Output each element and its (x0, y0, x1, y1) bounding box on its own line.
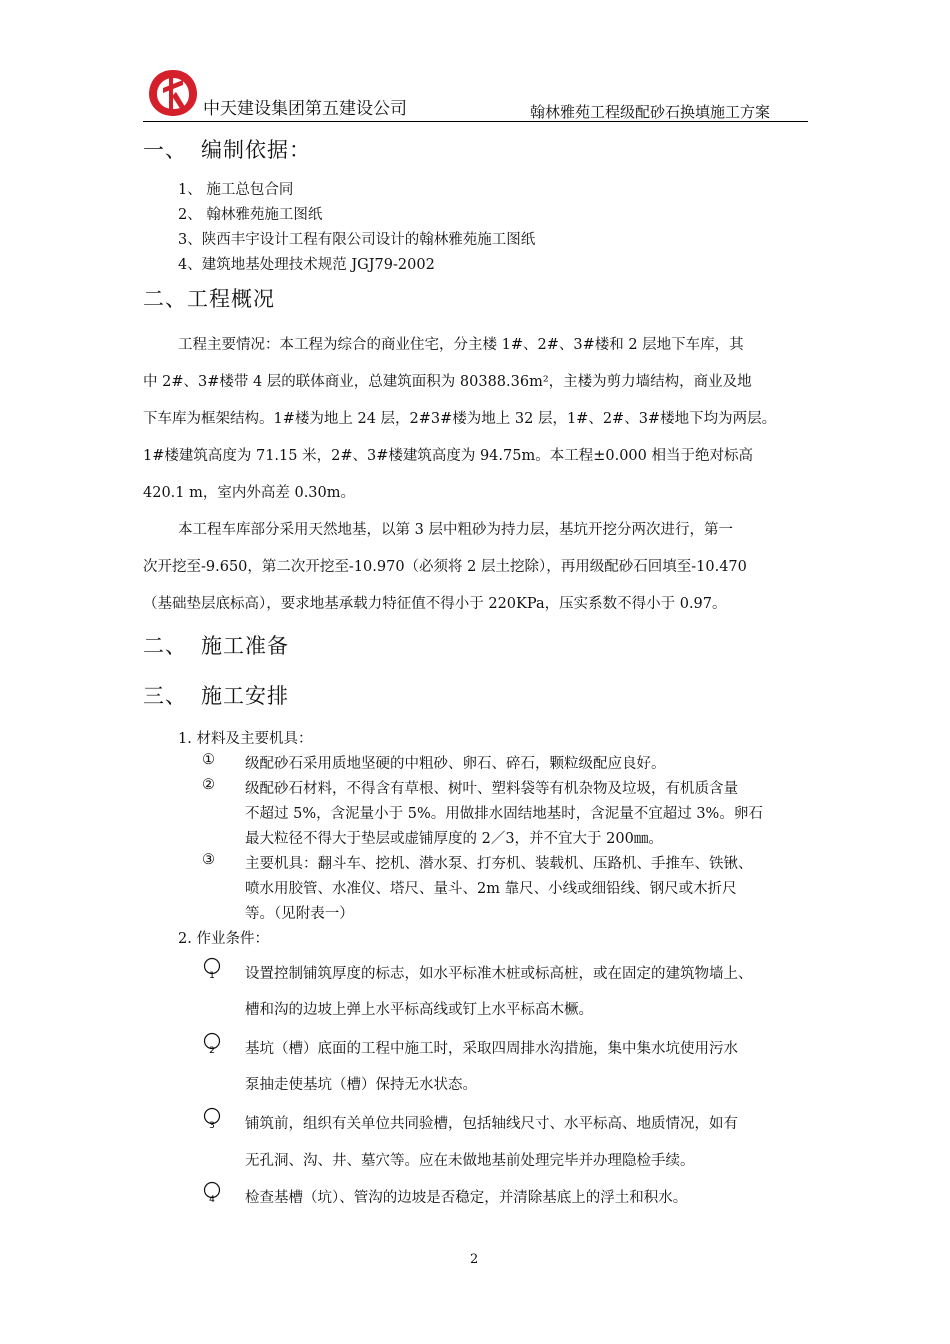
section-title: 施工准备 (201, 634, 289, 658)
list-marker: ③ (202, 852, 215, 868)
list-marker: ① (202, 752, 215, 768)
list-item-line: 主要机具：翻斗车、挖机、潜水泵、打夯机、装载机、压路机、手推车、铁锹、 (245, 856, 753, 872)
section-heading-basis (143, 134, 311, 164)
list-item-line: 基坑（槽）底面的工程中施工时，采取四周排水沟措施，集中集水坑使用污水 (245, 1041, 738, 1057)
section-heading-overview: 二、工程概况 (143, 287, 275, 311)
list-item-line: 不超过 5%，含泥量小于 5%。用做排水固结地基时，含泥量不宜超过 3%。卵石 (245, 806, 763, 822)
circled-number-label: 2 (209, 1046, 215, 1054)
list-item-line: 喷水用胶管、水准仪、塔尺、量斗、2m 靠尺、小线或细铅线、钢尺或木折尺 (245, 881, 737, 897)
paragraph-line: 420.1 m，室内外高差 0.30m。 (143, 485, 356, 501)
circled-number-label: 4 (209, 1195, 215, 1203)
header-rule (143, 121, 808, 122)
paragraph-line: 中 2#、3#楼带 4 层的联体商业，总建筑面积为 80388.36m²，主楼为剪力墙结构，商业及地 (143, 374, 752, 390)
list-item-line: 等。（见附表一） (245, 906, 354, 922)
section-number: 三、 (143, 684, 187, 708)
list-item-line: 无孔洞、沟、井、墓穴等。应在未做地基前处理完毕并办理隐检手续。 (245, 1153, 695, 1169)
paragraph-line: （基础垫层底标高），要求地基承载力特征值不得小于 220KPa，压实系数不得小于 0.97。 (143, 596, 727, 612)
paragraph-line: 次开挖至-9.650，第二次开挖至-10.970（必须将 2 层土挖除），再用级配砂石回填至-10.470 (143, 559, 747, 575)
company-logo (143, 66, 203, 118)
subsection-label: 1. 材料及主要机具： (178, 731, 313, 747)
list-item-line: 级配砂石材料，不得含有草根、树叶、塑料袋等有机杂物及垃圾，有机质含量 (245, 781, 738, 797)
paragraph-line: 工程主要情况：本工程为综合的商业住宅，分主楼 1#、2#、3#楼和 2 层地下车库，其 (178, 337, 744, 353)
list-item-line: 级配砂石采用质地坚硬的中粗砂、卵石、碎石，颗粒级配应良好。 (245, 756, 666, 772)
list-item-line: 槽和沟的边坡上弹上水平标高线或钉上水平标高木橛。 (245, 1002, 593, 1018)
list-marker: ② (202, 777, 215, 793)
section-title: 施工安排 (201, 684, 289, 708)
circled-number-icon (203, 1032, 221, 1054)
paragraph-line: 1#楼建筑高度为 71.15 米，2#、3#楼建筑高度为 94.75m。本工程±0.000 相当于绝对标高 (143, 448, 753, 464)
circled-number-label: 3 (209, 1121, 215, 1129)
section-heading-preparation (143, 630, 289, 660)
list-item: 2、 翰林雅苑施工图纸 (178, 207, 323, 223)
page-number: 2 (470, 1252, 479, 1267)
list-item-line: 铺筑前，组织有关单位共同验槽，包括轴线尺寸、水平标高、地质情况，如有 (245, 1116, 738, 1132)
document-title: 翰林雅苑工程级配砂石换填施工方案 (530, 103, 771, 121)
list-item: 3、陕西丰宇设计工程有限公司设计的翰林雅苑施工图纸 (178, 232, 536, 248)
list-item-line: 泵抽走使基坑（槽）保持无水状态。 (245, 1077, 477, 1093)
list-item-line: 设置控制铺筑厚度的标志，如水平标准木桩或标高桩，或在固定的建筑物墙上、 (245, 966, 753, 982)
section-heading-arrangement (143, 680, 289, 710)
company-name: 中天建设集团第五建设公司 (203, 99, 407, 119)
section-number: 一、 (143, 138, 187, 162)
list-item-line: 检查基槽（坑）、管沟的边坡是否稳定，并清除基底上的浮土和积水。 (245, 1190, 688, 1206)
circled-number-label: 1 (209, 971, 215, 979)
subsection-label: 2. 作业条件： (178, 931, 269, 947)
circled-number-icon (203, 957, 221, 979)
section-title: 编制依据： (201, 138, 311, 162)
circled-number-icon (203, 1107, 221, 1129)
list-item: 1、 施工总包合同 (178, 182, 294, 198)
list-item: 4、建筑地基处理技术规范 JGJ79-2002 (178, 257, 435, 273)
paragraph-line: 下车库为框架结构。1#楼为地上 24 层，2#3#楼为地上 32 层，1#、2#、3#楼地下均为两层。 (143, 411, 777, 427)
list-item-line: 最大粒径不得大于垫层或虚铺厚度的 2／3，并不宜大于 200㎜。 (245, 831, 663, 847)
section-number: 二、 (143, 634, 187, 658)
paragraph-line: 本工程车库部分采用天然地基，以第 3 层中粗砂为持力层，基坑开挖分两次进行，第一 (178, 522, 733, 538)
circled-number-icon (203, 1181, 221, 1203)
